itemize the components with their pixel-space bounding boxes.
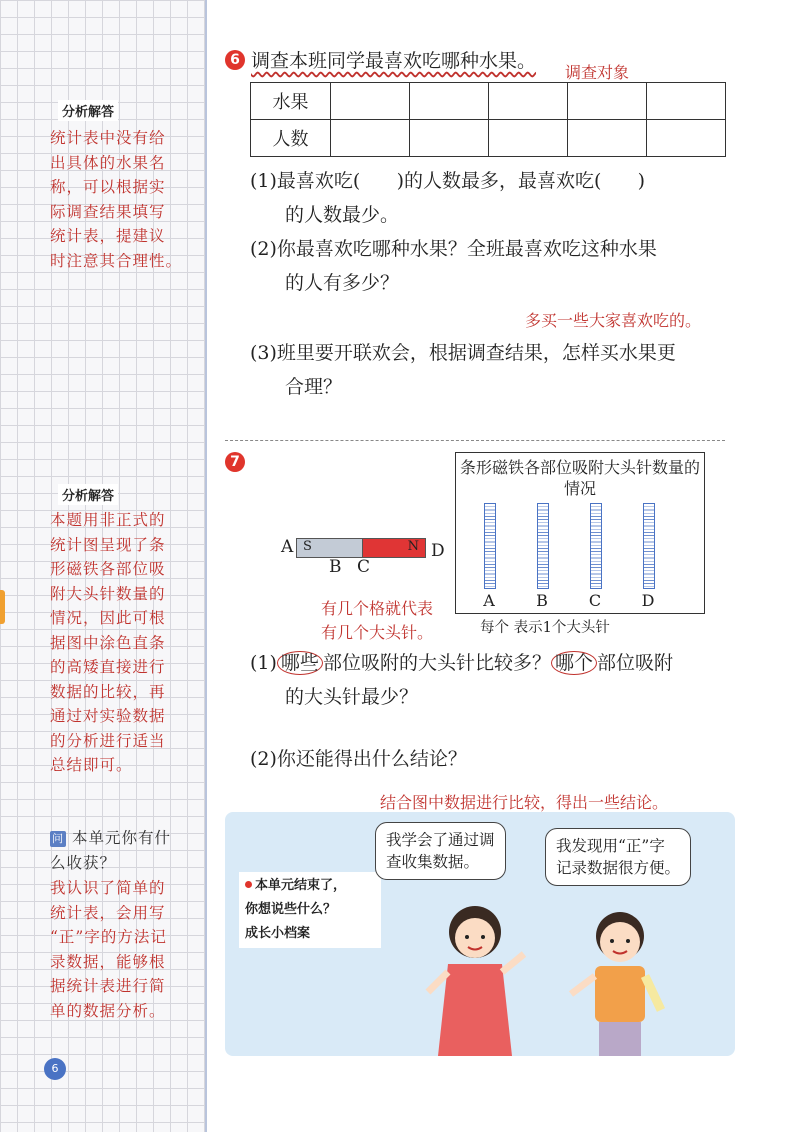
q7-hint2: 结合图中数据进行比较，得出一些结论。 [380,793,669,812]
chart-bar-d [643,503,655,589]
chart-category-label: D [641,591,655,610]
growth-callout [239,872,381,948]
q6-sub3-line2: 合理？ [285,376,343,398]
analysis-note-2: 本题用非正式的 统计图呈现了条 形磁铁各部位吸 附大头针数量的 情况，因此可根 据图中涂色直条 的高矮直接进行 数据的比较，再 通过对实验数据 的分析进行适当 总结即可。 [50,511,166,774]
q7-sub2: (2)你还能得出什么结论？ [250,748,467,770]
table-header-count: 人数 [251,120,331,157]
q7-sub1-line1 [250,648,673,675]
question-6-number: 6 [225,50,245,70]
q6-annotation: 调查对象 [565,63,630,82]
q6-sub1-line1: (1)最喜欢吃( )的人数最多，最喜欢吃( ) [250,170,646,192]
circled-word-1: 哪些 [277,651,323,675]
girl-speech-bubble: 我学会了通过调 查收集数据。 [375,822,506,880]
chart-category-label: C [588,591,602,610]
girl-illustration [420,892,530,1056]
chart-bar-a [484,503,496,589]
magnet-label-d: D [431,541,445,561]
table-cell[interactable] [410,120,489,157]
section-divider [225,440,725,441]
question-7-number: 7 [225,452,245,472]
callout-line-1-text: 本单元结束了， [255,878,347,893]
magnet-label-a: A [281,537,294,557]
callout-line-3: 成长小档案 [245,926,311,941]
chart-title: 条形磁铁各部位吸附大头针数量的情况 [459,458,700,498]
legend-text: 每个 表示1个大头针 [480,620,610,636]
side-tab [0,590,5,624]
table-cell[interactable] [647,120,726,157]
growth-panel [225,812,735,1056]
magnet-south-pole [296,538,363,558]
q6-sub1-line2: 的人数最少。 [285,204,400,226]
reflection-question [50,826,200,875]
chart-category-label: A [483,591,495,610]
left-margin [0,0,207,1132]
chart-category-label: B [536,591,548,610]
q7-sub1-line2: 的大头针最少？ [285,686,419,708]
table-cell[interactable] [410,83,489,120]
table-row [251,120,726,157]
chart-note-2: 有几个大头针。 [321,623,434,642]
table-cell[interactable] [568,83,647,120]
table-cell[interactable] [489,83,568,120]
q7-sub1-middle: 部位吸附的大头针比较多？ [322,652,551,674]
magnet-label-c: C [357,557,371,577]
page-number: 6 [44,1058,66,1080]
callout-line-2: 你想说些什么？ [245,902,337,917]
reflection-question-text: 本单元你有什 么收获？ [50,829,172,872]
chart-bar-c [590,503,602,589]
q7-sub1-end: 部位吸附 [596,652,673,674]
boy-illustration [565,898,675,1056]
bullet-dot-icon [245,881,252,888]
magnet-label-b: B [329,557,342,577]
q6-hint3: 多买一些大家喜欢吃的。 [525,311,702,330]
chart-bar-b [537,503,549,589]
q6-sub2-line1: (2)你最喜欢吃哪种水果？全班最喜欢吃这种水果 [250,238,657,260]
magnet-body [296,538,426,558]
table-cell[interactable] [331,120,410,157]
table-cell[interactable] [568,120,647,157]
q6-sub2-line2: 的人有多少？ [285,272,400,294]
magnet-north-pole [362,538,426,558]
magnet-label-s: S [303,539,312,554]
table-row [251,83,726,120]
table-header-fruit: 水果 [251,83,331,120]
circled-word-2: 哪个 [551,651,597,675]
table-cell[interactable] [489,120,568,157]
boy-speech-bubble: 我发现用“正”字 记录数据很方便。 [545,828,691,886]
analysis-note-1: 统计表中没有给 出具体的水果名 称，可以根据实 际调查结果填写 统计表，提建议 时注意其合理性。 [50,129,183,270]
reflection-answer: 我认识了简单的 统计表，会用写 “正”字的方法记 录数据，能够根 据统计表进行简 单的数据分析。 [50,879,167,1020]
survey-table [250,82,726,157]
pin-chart [455,452,705,614]
analysis-heading-2: 分析解答 [58,484,118,505]
chart-legend [480,616,610,637]
magnet-label-n: N [407,539,419,554]
table-cell[interactable] [331,83,410,120]
question-icon: 问 [52,832,64,845]
chart-note-1: 有几个格就代表 [321,599,434,618]
question-6-title [251,46,536,73]
q7-sub1-prefix: (1) [250,652,277,674]
q6-title-text: 调查本班同学最喜欢吃哪种水果。 [251,50,537,72]
callout-line-1 [245,874,375,898]
q6-sub3-line1: (3)班里要开联欢会，根据调查结果，怎样买水果更 [250,342,676,364]
main-content [225,0,785,1132]
analysis-heading-1: 分析解答 [58,100,118,121]
table-cell[interactable] [647,83,726,120]
